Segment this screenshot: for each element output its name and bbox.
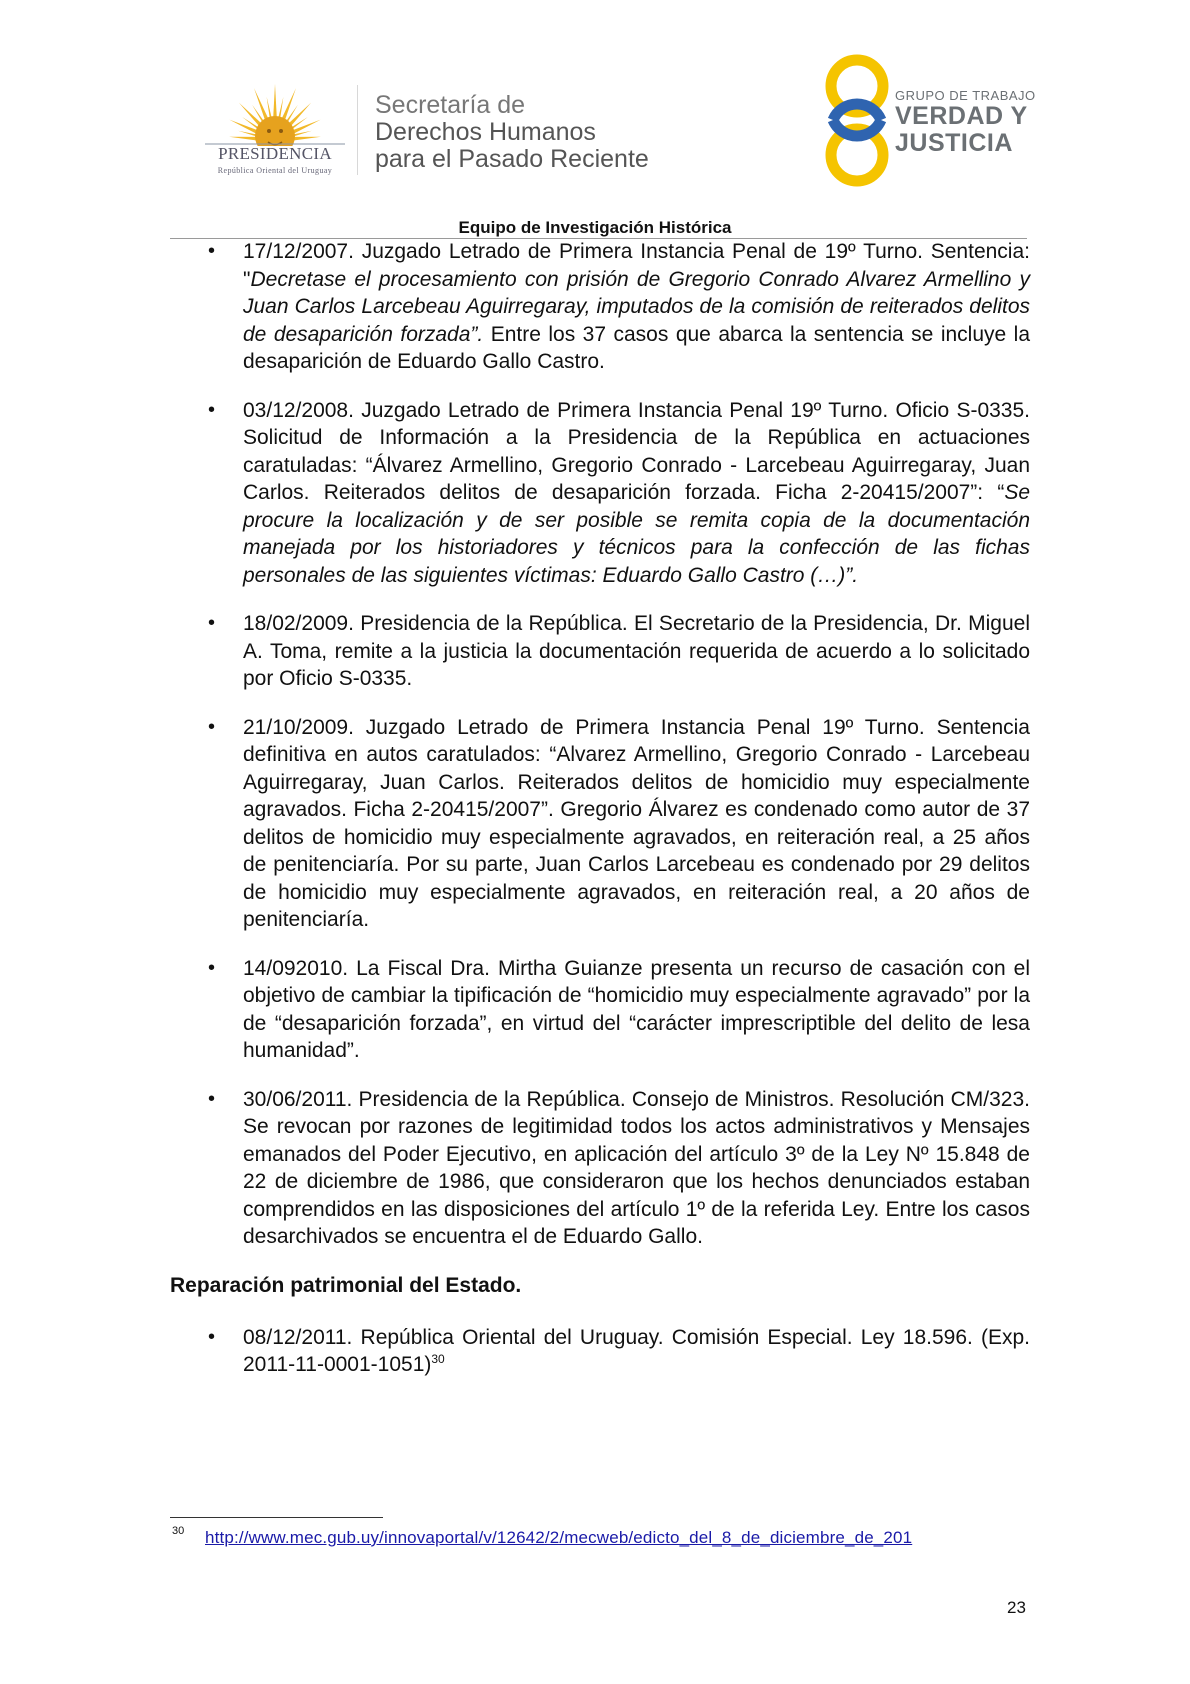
presidencia-name: PRESIDENCIA [218, 144, 332, 163]
section-heading: Reparación patrimonial del Estado. [170, 1273, 522, 1297]
secretaria-logo-text [375, 92, 649, 173]
footnote-link[interactable]: http://www.mec.gub.uy/innovaportal/v/12642/2/mecweb/edicto_del_8_de_diciembre_de_201 [205, 1528, 913, 1547]
footnote-number: 30 [172, 1525, 185, 1537]
italic-quote: Se procure la localización y de ser posible se remita copia de la documentación manejada por los historiadores y técnicos para la confección de las fichas personales de las siguientes víctimas: Eduardo Gallo Castro (…)”. [243, 481, 1030, 587]
list-item-text [243, 397, 1030, 590]
document-body [170, 238, 1030, 1400]
presidencia-logo [195, 82, 355, 182]
secretaria-line-1: Secretaría de [375, 91, 526, 119]
bullet: • [208, 398, 216, 421]
list-item-last-text: 08/12/2011. República Oriental del Uruguay. Comisión Especial. Ley 18.596. (Exp. 2011-11-0001-1051) [243, 1325, 1030, 1376]
list-item-text [243, 1324, 1030, 1379]
text-segment: 18/02/2009. Presidencia de la República. El Secretario de la Presidencia, Dr. Miguel A. Toma, remite a la justicia la documentación requerida de acuerdo a lo solicitado por Oficio S-0335. [243, 612, 1030, 690]
list-item-text [243, 610, 1030, 693]
list-item [170, 1086, 1030, 1251]
text-segment: 21/10/2009. Juzgado Letrado de Primera Instancia Penal 19º Turno. Sentencia definitiva en autos caratulados: “Alvarez Armellino, Gregorio Conrado - Larcebeau Aguirregaray, Juan Carlos. Reiterados delitos de homicidio muy especialmente agravados. Ficha 2-20415/2007”. Gregorio Álvarez es condenado como autor de 37 delitos de homicidio muy especialmente agravados, en reiteración real, a 25 años de penitenciaría. Por su parte, Juan Carlos Larcebeau es condenado por 29 delitos de homicidio muy especialmente agravados, en reiteración real, a 20 años de penitenciaría. [243, 715, 1030, 931]
italic-quote: Decretase el procesamiento con prisión de Gregorio Conrado Alvarez Armellino y Juan Carlos Larcebeau Aguirregaray, imputados de la comisión de reiterados delitos de desaparición forzada”. [243, 267, 1030, 346]
page-header [0, 0, 1190, 240]
presidencia-subtitle: República Oriental del Uruguay [217, 166, 333, 175]
secretaria-line-3: para el Pasado Reciente [375, 145, 649, 173]
bullet: • [208, 956, 216, 979]
bullet: • [208, 715, 216, 738]
list-item-text [243, 714, 1030, 934]
footnote-rule [170, 1517, 383, 1518]
list-item-text [243, 238, 1030, 376]
team-title: Equipo de Investigación Histórica [458, 218, 732, 237]
list-item-text [243, 955, 1030, 1065]
list-item [170, 238, 1030, 376]
chronology-list [170, 238, 1030, 1251]
bullet: • [208, 1325, 216, 1348]
list-item [170, 610, 1030, 693]
list-item [170, 397, 1030, 590]
page-number: 23 [1007, 1598, 1026, 1617]
list-item-last [170, 1324, 1030, 1379]
text-segment: 30/06/2011. Presidencia de la República. Consejo de Ministros. Resolución CM/323. Se revocan por razones de legitimidad todos los actos administrativos y Mensajes emanados del Poder Ejecutivo, en aplicación del artículo 3º de la Ley Nº 15.848 de 22 de diciembre de 1986, que consideraron que los hechos denunciados estaban comprendidos en las disposiciones del artículo 1º de la referida Ley. Entre los casos desarchivados se encuentra el de Eduardo Gallo. [243, 1087, 1030, 1248]
bullet: • [208, 240, 216, 262]
footnote-ref[interactable]: 30 [431, 1352, 445, 1366]
secretaria-line-2: Derechos Humanos [375, 118, 596, 146]
list-item-text [243, 1086, 1030, 1251]
list-item [170, 955, 1030, 1065]
verdad-justicia-text [895, 88, 1036, 157]
text-segment: 17/12/2007. Juzgado Letrado de Primera Instancia Penal de 19º Turno. Sentencia: " [243, 240, 1030, 291]
text-segment: Entre los 37 casos que abarca la sentencia se incluye la desaparición de Eduardo Gallo Castro. [243, 322, 1030, 373]
text-segment: 03/12/2008. Juzgado Letrado de Primera Instancia Penal 19º Turno. Oficio S-0335. Solicitud de Información a la Presidencia de la República en actuaciones caratuladas: “Álvarez Armellino, Gregorio Conrado - Larcebeau Aguirregaray, Juan Carlos. Reiterados delitos de desaparición forzada. Ficha 2-20415/2007”: “ [243, 398, 1030, 504]
vyj-verdad: VERDAD Y [895, 102, 1028, 130]
vyj-group-label: GRUPO DE TRABAJO [895, 88, 1036, 103]
list-item [170, 714, 1030, 934]
bullet: • [208, 612, 216, 634]
text-segment: 14/092010. La Fiscal Dra. Mirtha Guianze presenta un recurso de casación con el objetivo de cambiar la tipificación de “homicidio muy especialmente agravado” por la de “desaparición forzada”, en virtud del “carácter imprescriptible del delito de lesa humanidad”. [243, 956, 1030, 1062]
bullet: • [208, 1087, 216, 1110]
logo-divider [357, 85, 358, 175]
vyj-justicia: JUSTICIA [895, 129, 1013, 157]
sun-icon [195, 82, 355, 146]
